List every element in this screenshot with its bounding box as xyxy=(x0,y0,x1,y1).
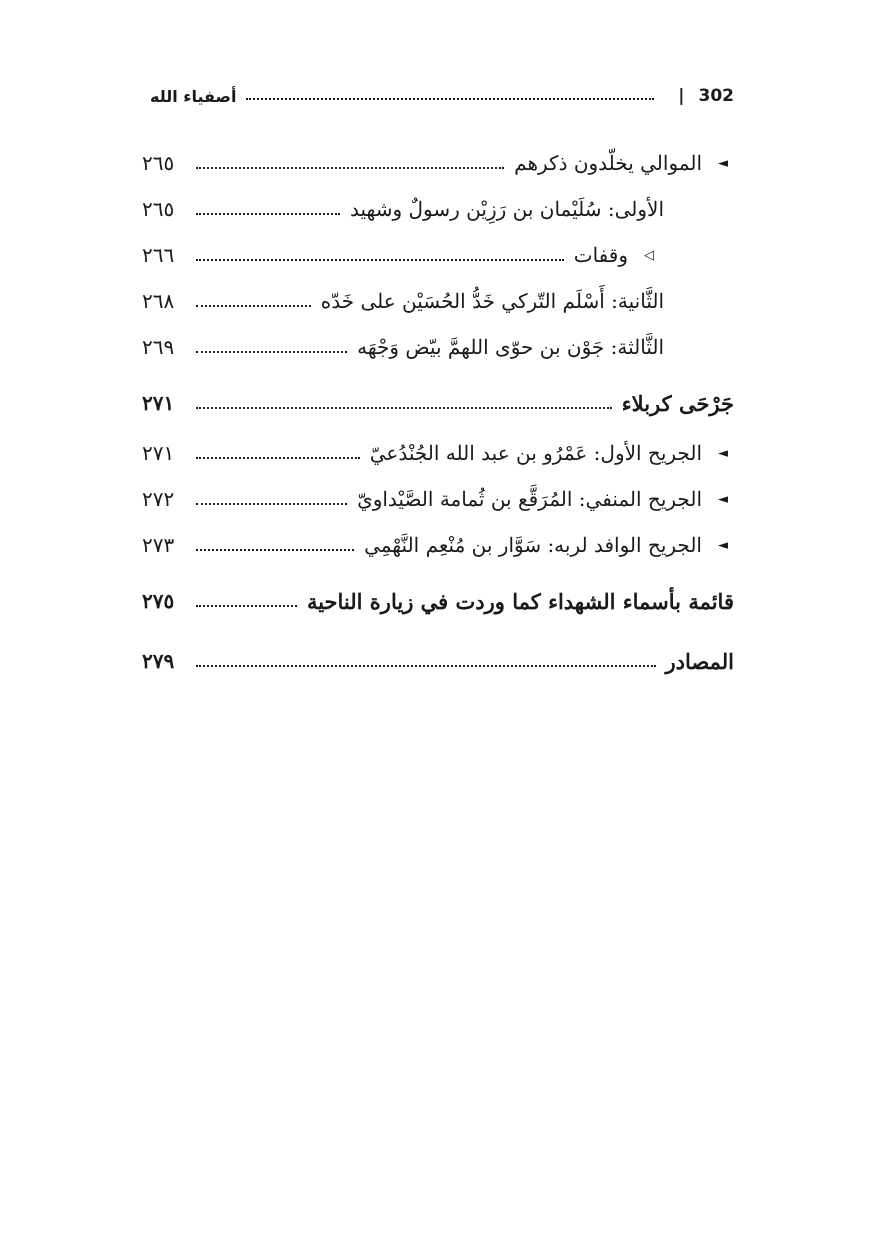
header-dotted-leader xyxy=(246,98,654,100)
toc-entry-page: ٢٧٣ xyxy=(142,533,175,557)
running-header xyxy=(150,80,734,112)
dotted-leader xyxy=(196,503,347,505)
dotted-leader xyxy=(196,259,564,261)
filled-triangle-bullet-icon: ◄ xyxy=(718,491,728,507)
toc-entry-page: ٢٧٩ xyxy=(142,649,175,673)
toc-entry-page: ٢٧٥ xyxy=(142,589,175,613)
book-title: أصفياء الله xyxy=(150,86,237,106)
toc-section-title: جَرْحَى كربلاء xyxy=(621,390,734,416)
toc-entry-title: الجريح الأول: عَمْرُو بن عبد الله الجُنْدُعيّ xyxy=(369,441,702,465)
dotted-leader xyxy=(196,665,656,667)
filled-triangle-bullet-icon: ◄ xyxy=(718,155,728,171)
toc-entry xyxy=(142,476,734,522)
page-number: 302 xyxy=(698,86,734,106)
toc-entry-title: الثَّالثة: جَوْن بن حوّى اللهمَّ بيّض وَجْهَه xyxy=(357,335,664,359)
toc-entry-title: وقفات xyxy=(573,243,628,267)
dotted-leader xyxy=(196,351,347,353)
header-separator: | xyxy=(678,86,685,106)
toc-entry-page: ٢٦٩ xyxy=(142,335,175,359)
toc-section-heading xyxy=(142,634,734,688)
table-of-contents xyxy=(142,140,734,688)
toc-entry-page: ٢٦٥ xyxy=(142,151,175,175)
toc-entry xyxy=(142,522,734,568)
toc-entry-page: ٢٦٨ xyxy=(142,289,175,313)
toc-section-heading xyxy=(142,574,734,628)
filled-triangle-bullet-icon: ◄ xyxy=(718,537,728,553)
toc-entry xyxy=(142,430,734,476)
outline-triangle-bullet-icon: ◁ xyxy=(644,247,654,263)
toc-entry-title: الجريح المنفي: المُرَقَّع بن ثُمامة الصَّيْداويّ xyxy=(357,487,702,511)
dotted-leader xyxy=(196,213,340,215)
dotted-leader xyxy=(196,167,504,169)
dotted-leader xyxy=(196,605,297,607)
toc-entry-page: ٢٧١ xyxy=(142,391,175,415)
toc-entry xyxy=(142,324,734,370)
toc-entry-page: ٢٦٥ xyxy=(142,197,175,221)
toc-entry-page: ٢٧٢ xyxy=(142,487,175,511)
toc-entry-title: الجريح الوافد لربه: سَوَّار بن مُنْعِم النَّهْمِي xyxy=(364,533,702,557)
filled-triangle-bullet-icon: ◄ xyxy=(718,445,728,461)
toc-entry xyxy=(142,140,734,186)
toc-entry xyxy=(142,186,734,232)
dotted-leader xyxy=(196,305,311,307)
toc-entry-page: ٢٦٦ xyxy=(142,243,175,267)
toc-entry-page: ٢٧١ xyxy=(142,441,175,465)
toc-section-title: المصادر xyxy=(665,648,734,674)
toc-entry-title: الموالي يخلّدون ذكرهم xyxy=(514,151,702,175)
toc-entry-title: الثَّانية: أَسْلَم التّركي خَدُّ الحُسَيْن على خَدّه xyxy=(320,289,664,313)
dotted-leader xyxy=(196,457,360,459)
dotted-leader xyxy=(196,549,354,551)
toc-entry xyxy=(142,278,734,324)
toc-entry xyxy=(142,232,734,278)
toc-entry-title: الأولى: سُلَيْمان بن رَزِيْن رسولٌ وشهيد xyxy=(349,197,664,221)
toc-section-heading xyxy=(142,376,734,430)
toc-section-title: قائمة بأسماء الشهداء كما وردت في زيارة الناحية xyxy=(306,588,734,614)
dotted-leader xyxy=(196,407,612,409)
